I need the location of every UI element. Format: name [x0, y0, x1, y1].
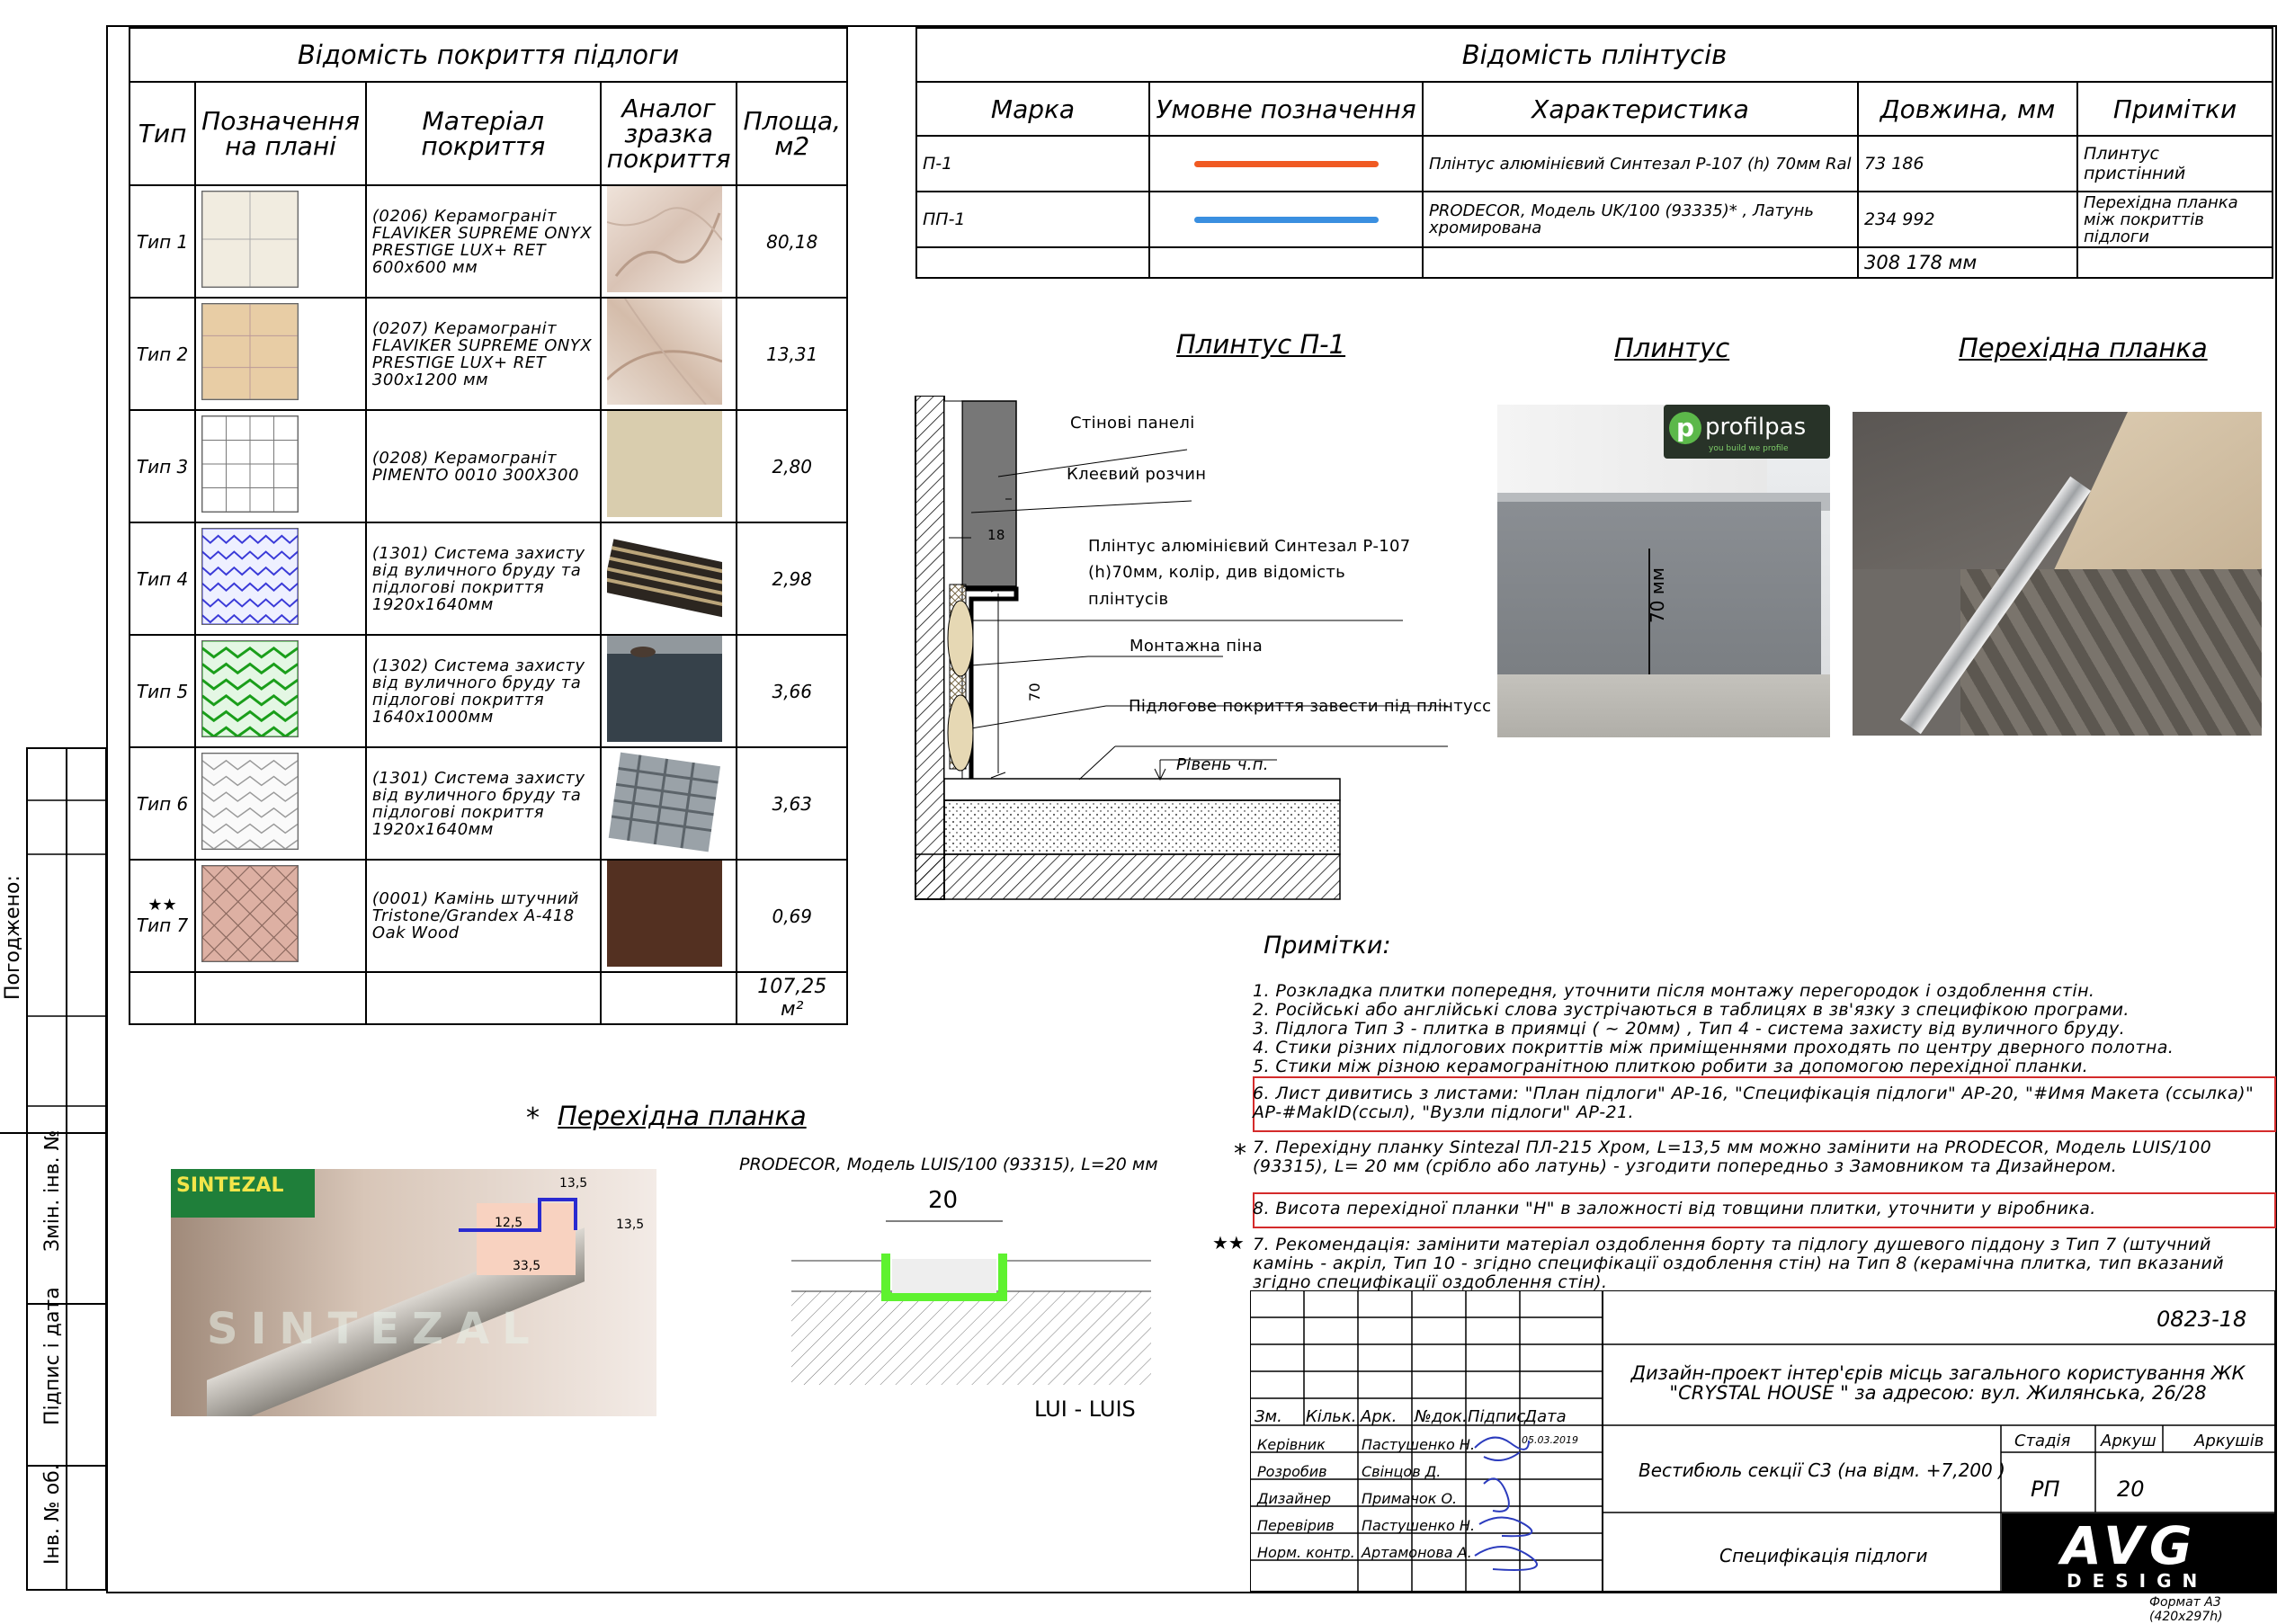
transition-title: Перехідна планка [1959, 333, 2208, 363]
base-desc: PRODECOR, Модель UK/100 (93335)* , Латунь хромирована [1423, 192, 1858, 247]
base-col-notes: Примітки [2077, 82, 2273, 136]
row-material: (1302) Система захисту від вуличного бруду та підлогові покриття 1640x1000мм [366, 635, 601, 747]
dim-d: 33,5 [513, 1259, 541, 1273]
base-col-desc: Характеристика [1423, 82, 1858, 136]
base-length: 234 992 [1858, 192, 2077, 247]
plan-swatch [195, 298, 366, 410]
base-mark: ПП-1 [916, 192, 1149, 247]
row-material: (1301) Система захисту від вуличного бруду та підлогові покриття 1920x1640мм [366, 522, 601, 635]
base-symbol [1149, 192, 1423, 247]
tb-col-doc: №док. [1415, 1407, 1468, 1426]
row-material: (0206) Керамограніт FLAVIKER SUPREME ONYX PRESTIGE LUX+ RET 600x600 мм [366, 185, 601, 298]
profilpas-tagline: you build we profile [1709, 444, 1789, 453]
row-material: (0001) Камінь штучний Tristone/Grandex A-418 Oak Wood [366, 860, 601, 972]
profilpas-p-icon: p [1669, 412, 1701, 444]
table-row [129, 635, 847, 747]
tb-sheet-h: Аркуш [2101, 1432, 2157, 1450]
photo-dim-label: 70 мм [1647, 567, 1668, 623]
sintezal-logo: SINTEZAL [171, 1169, 315, 1218]
tb-format: Формат А3 (420х297h) [2149, 1595, 2223, 1624]
tb-date: 05.03.2019 [1522, 1434, 1578, 1446]
prodecor-width: 20 [928, 1187, 959, 1214]
tb-role: Дизайнер [1257, 1490, 1332, 1507]
tb-col-date: Дата [1524, 1407, 1567, 1426]
plinth-p1-title: Плинтус П-1 [1176, 329, 1346, 360]
table-row [129, 185, 847, 298]
base-col-length: Довжина, мм [1858, 82, 2077, 136]
tb-name: Артамонова А. [1362, 1544, 1472, 1561]
tb-sheet-title: Вестибюль секції С3 (на відм. +7,200 ) [1639, 1459, 2005, 1481]
prodecor-caption: PRODECOR, Модель LUIS/100 (93315), L=20 мм [739, 1155, 1158, 1174]
row-area: 3,63 [737, 747, 847, 860]
row-type: Тип 4 [129, 522, 195, 635]
label-plinth-desc-2: (h)70мм, колір, див відомість [1088, 563, 1346, 582]
note-8: 8. Висота перехідної планки "Н" в заложності від товщини плитки, уточнити у віробника. [1253, 1199, 2096, 1218]
blue-line-symbol [1194, 217, 1379, 223]
sintezal-profile-sketch [441, 1176, 621, 1302]
floor-col-material: Матеріал покриття [366, 82, 601, 185]
row-area: 80,18 [737, 185, 847, 298]
note-2: 2. Російські або англійські слова зустрічаються в таблицях в зв'язку з специфікою програми. [1253, 1000, 2130, 1020]
row-material: (0208) Керамограніт PIMENTO 0010 300X300 [366, 410, 601, 522]
notes-heading: Примітки: [1264, 932, 1391, 959]
sample-photo [601, 860, 737, 972]
row-type: Тип 5 [129, 635, 195, 747]
label-wall-panels: Стінові панелі [1070, 414, 1195, 433]
table-row [129, 860, 847, 972]
sample-photo [601, 298, 737, 410]
floor-table-title: Відомість покриття підлоги [129, 28, 847, 82]
floor-total: 107,25 м² [737, 972, 847, 1024]
base-length: 73 186 [1858, 136, 2077, 192]
row-area: 13,31 [737, 298, 847, 410]
dim-b: 12,5 [495, 1216, 523, 1230]
table-row [129, 747, 847, 860]
row-type: Тип 6 [129, 747, 195, 860]
row-type [129, 860, 195, 972]
row-area: 0,69 [737, 860, 847, 972]
dim-c: 13,5 [616, 1218, 645, 1232]
side-inv-change: Змін. інв. № [41, 1129, 64, 1252]
transition-star: * [526, 1102, 540, 1134]
sample-photo [601, 522, 737, 635]
tb-role: Норм. контр. [1257, 1544, 1355, 1561]
side-agreed: Погоджено: [2, 875, 24, 1000]
tb-name: Примачок О. [1362, 1490, 1458, 1507]
note-9: 7. Рекомендація: замінити матеріал оздоблення борту та підлогу душевого піддону з Тип 7 (штучний камінь - акріл, Тип 10 - згідно специфікації оздоблення стін) на Тип 8 (керамічна плитка, тип вказаний згідно специфікації оздоблення стін). [1253, 1235, 2225, 1292]
sample-photo [601, 185, 737, 298]
base-symbol [1149, 136, 1423, 192]
tb-col-sign: Підпис [1468, 1407, 1526, 1426]
sintezal-watermark: SINTEZAL [207, 1304, 542, 1354]
row-type-label: Тип 7 [136, 915, 189, 936]
table-row [916, 136, 2273, 192]
prodecor-section [791, 1214, 1151, 1385]
transition-photo [1853, 412, 2262, 736]
plan-swatch [195, 522, 366, 635]
signatures [1466, 1430, 1538, 1574]
label-dim18: 18 [987, 527, 1005, 543]
tb-stage-h: Стадія [2014, 1432, 2071, 1450]
row-mark-stars: ★★ [147, 896, 177, 915]
label-dim70: 70 [1025, 683, 1043, 701]
tb-sheet: 20 [2117, 1477, 2145, 1502]
note-3: 3. Підлога Тип 3 - плитка в приямці ( ~ 20мм) , Тип 4 - система захисту від вуличного бруду. [1253, 1019, 2126, 1039]
plan-swatch [195, 860, 366, 972]
base-mark: П-1 [916, 136, 1149, 192]
sample-photo [601, 410, 737, 522]
floor-col-type: Тип [129, 82, 195, 185]
profilpas-logo [1664, 405, 1830, 459]
tb-col-zm: Зм. [1255, 1407, 1282, 1426]
base-col-mark: Марка [916, 82, 1149, 136]
tb-code: 0823-18 [2157, 1307, 2247, 1332]
tb-stage: РП [2031, 1477, 2060, 1502]
row-area: 2,98 [737, 522, 847, 635]
plinth-title: Плинтус [1614, 333, 1730, 363]
floor-covering-table [129, 27, 848, 1025]
plan-swatch [195, 635, 366, 747]
side-sign-date: Підпис і дата [41, 1287, 64, 1425]
note-7-star: * [1234, 1138, 1246, 1168]
table-row [129, 410, 847, 522]
profilpas-text: profilpas [1705, 414, 1807, 441]
note-6: 6. Лист дивитись з листами: "План підлоги" АР-16, "Специфікація підлоги" АР-20, "#Имя Макета (ссылка)" АР-#MakID(ссыл), "Вузли підлоги" АР-21. [1253, 1084, 2255, 1122]
label-plinth-desc-1: Плінтус алюмінієвий Синтезал Р-107 [1088, 537, 1411, 556]
label-foam: Монтажна піна [1130, 637, 1264, 656]
tb-sheets-h: Аркушів [2194, 1432, 2264, 1450]
plan-swatch [195, 410, 366, 522]
plan-swatch [195, 747, 366, 860]
sample-photo [601, 747, 737, 860]
note-4: 4. Стики різних підлогових покриттів між приміщеннями проходять по центру дверного полотна. [1253, 1038, 2174, 1057]
note-9-stars: ★★ [1212, 1232, 1245, 1254]
orange-line-symbol [1194, 161, 1379, 167]
label-floor-cover: Підлогове покриття завести під плінтусс [1129, 697, 1492, 716]
baseboard-table-title: Відомість плінтусів [916, 28, 2273, 82]
tb-name: Свінцов Д. [1362, 1463, 1442, 1480]
tb-col-qty: Кільк. [1306, 1407, 1357, 1426]
tb-name: Пастушенко Н. [1362, 1436, 1476, 1453]
base-col-symbol: Умовне позначення [1149, 82, 1423, 136]
tb-name: Пастушенко Н. [1362, 1517, 1476, 1534]
tb-project: Дизайн-проект інтер'єрів місць загального користування ЖК "CRYSTAL HOUSE " за адресою: вул. Жилянська, 26/28 [1630, 1362, 2246, 1404]
row-material: (1301) Система захисту від вуличного бруду та підлогові покриття 1920x1640мм [366, 747, 601, 860]
prodecor-name: LUI - LUIS [1034, 1396, 1136, 1422]
floor-col-mark: Позначення на плані [195, 82, 366, 185]
plan-swatch [195, 185, 366, 298]
floor-col-sample: Аналог зразка покриття [601, 82, 737, 185]
table-row [916, 192, 2273, 247]
tb-doc-title: Специфікація підлоги [1719, 1545, 1928, 1566]
plinth-photo [1497, 405, 1830, 737]
table-total-row [129, 972, 847, 1024]
avg-logo: AVG [2061, 1515, 2198, 1576]
base-note: Перехідна планка між покриттів підлоги [2077, 192, 2273, 247]
row-material: (0207) Керамограніт FLAVIKER SUPREME ONYX PRESTIGE LUX+ RET 300x1200 мм [366, 298, 601, 410]
table-row [129, 298, 847, 410]
avg-logo-sub: DESIGN [2067, 1570, 2209, 1592]
dim-a: 13,5 [559, 1176, 588, 1191]
sample-photo [601, 635, 737, 747]
table-total-row [916, 247, 2273, 278]
label-plinth-desc-3: плінтусів [1088, 590, 1169, 609]
side-inv-orig: Інв. № об. [41, 1464, 64, 1565]
transition-star-title: Перехідна планка [558, 1101, 807, 1131]
table-row [129, 522, 847, 635]
base-desc: Плінтус алюмінієвий Синтезал Р-107 (h) 70мм Ral [1423, 136, 1858, 192]
baseboard-table [915, 27, 2273, 279]
label-glue: Клеєвий розчин [1067, 465, 1207, 484]
sintezal-photo [171, 1169, 656, 1416]
tb-role: Розробив [1257, 1463, 1327, 1480]
note-1: 1. Розкладка плитки попередня, уточнити після монтажу перегородок і оздоблення стін. [1253, 981, 2095, 1001]
floor-col-area: Площа, м2 [737, 82, 847, 185]
row-type: Тип 1 [129, 185, 195, 298]
row-type: Тип 2 [129, 298, 195, 410]
note-7: 7. Перехідну планку Sintezal ПЛ-215 Хром, L=13,5 мм можно замінити на PRODECOR, Модель LUIS/100 (93315), L= 20 мм (срібло або латунь) - узгодити попередньо з Замовником та Дизайнером. [1253, 1138, 2212, 1176]
note-5: 5. Стики між різною керамогранітною плиткою робити за допомогою перехідної планки. [1253, 1057, 2089, 1076]
tb-role: Перевірив [1257, 1517, 1335, 1534]
tb-role: Керівник [1257, 1436, 1326, 1453]
tb-col-sheet: Арк. [1361, 1407, 1397, 1426]
base-total: 308 178 мм [1858, 247, 2077, 278]
label-level: Рівень ч.п. [1176, 755, 1269, 774]
row-type: Тип 3 [129, 410, 195, 522]
row-area: 2,80 [737, 410, 847, 522]
base-note: Плинтус пристінний [2077, 136, 2273, 192]
row-area: 3,66 [737, 635, 847, 747]
